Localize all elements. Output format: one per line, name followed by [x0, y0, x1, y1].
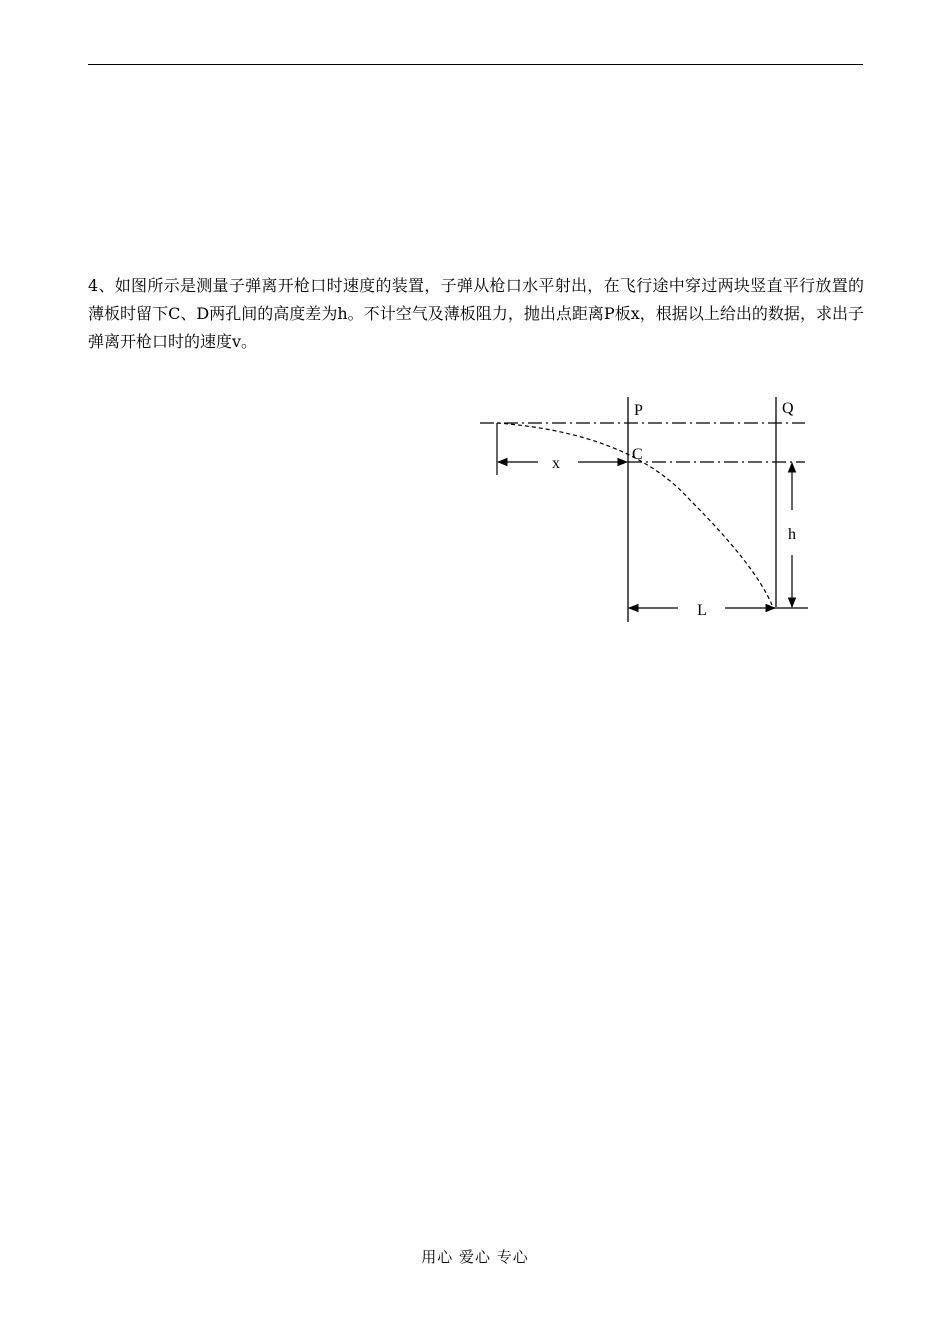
label-p: P [634, 402, 643, 419]
label-h: h [788, 526, 796, 543]
question-text: 4、如图所示是测量子弹离开枪口时速度的装置，子弹从枪口水平射出，在飞行途中穿过两块竖直平行放置的薄板时留下C、D两孔间的高度差为h。不计空气及薄板阻力，抛出点距离P板x，根据以上给出的数据，求出子弹离开枪口时的速度v。 [88, 276, 864, 351]
label-x: x [552, 455, 560, 472]
trajectory-diagram [470, 385, 820, 635]
label-l: L [697, 602, 707, 619]
label-q: Q [782, 400, 794, 417]
footer-text: 用心 爱心 专心 [421, 1248, 529, 1266]
label-c: C [632, 446, 643, 463]
header-rule [88, 64, 863, 65]
